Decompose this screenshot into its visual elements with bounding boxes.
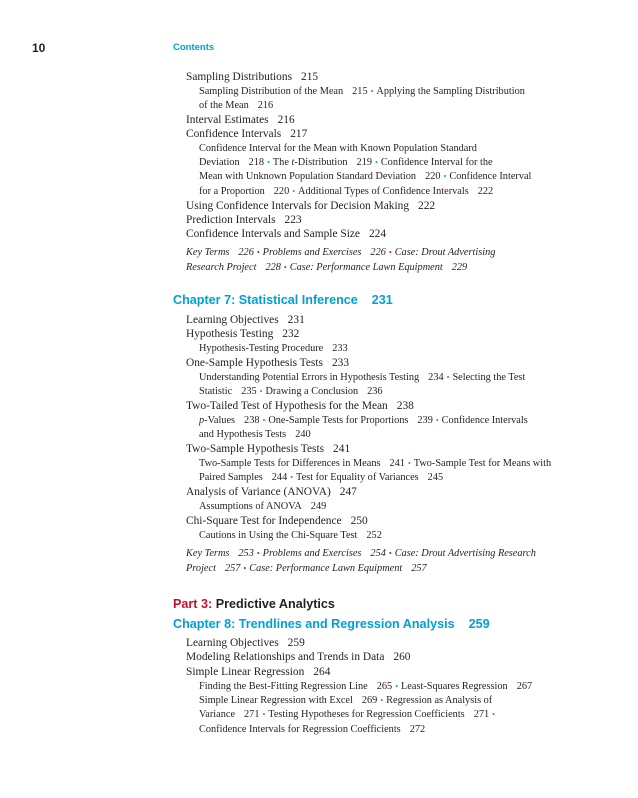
toc-entry[interactable]: Two-Tailed Test of Hypothesis for the Mean 238 [186, 400, 414, 412]
toc-subentry[interactable]: of the Mean 216 [199, 100, 274, 111]
toc-subentry[interactable]: Statistic 235 • Drawing a Conclusion 236 [199, 386, 383, 397]
toc-subentry[interactable]: Cautions in Using the Chi-Square Test 252 [199, 530, 382, 541]
bullet-icon: • [256, 248, 260, 257]
part-3-heading[interactable]: Part 3: Predictive Analytics [173, 597, 335, 611]
bullet-icon: • [435, 416, 439, 425]
bullet-icon: • [375, 158, 378, 167]
toc-subentry[interactable]: Understanding Potential Errors in Hypothesis Testing 234 • Selecting the Test [199, 372, 526, 383]
bullet-icon: • [388, 248, 392, 257]
bullet-icon: • [267, 158, 270, 167]
toc-endmatter[interactable]: Key Terms 226 • Problems and Exercises 226 • Case: Drout Advertising [186, 247, 496, 258]
toc-subentry[interactable]: Paired Samples 244 • Test for Equality of Variances 245 [199, 472, 444, 483]
bullet-icon: • [256, 549, 260, 558]
chapter-7-heading[interactable]: Chapter 7: Statistical Inference 231 [173, 293, 393, 307]
toc-entry[interactable]: Prediction Intervals 223 [186, 214, 302, 226]
toc-entry[interactable]: Two-Sample Hypothesis Tests 241 [186, 443, 351, 455]
bullet-icon: • [380, 696, 384, 705]
toc-entry[interactable]: Simple Linear Regression 264 [186, 666, 331, 678]
toc-entry[interactable]: Using Confidence Intervals for Decision Making 222 [186, 200, 436, 212]
toc-subentry[interactable]: Finding the Best-Fitting Regression Line 265 • Least-Squares Regression 267 [199, 681, 533, 692]
toc-endmatter[interactable]: Key Terms 253 • Problems and Exercises 254 • Case: Drout Advertising Research [186, 548, 536, 559]
toc-endmatter[interactable]: Project 257 • Case: Performance Lawn Equipment 257 [186, 563, 427, 574]
bullet-icon: • [407, 459, 411, 468]
toc-subentry[interactable]: Deviation 218 • The t-Distribution 219 • Confidence Interval for the [199, 157, 493, 168]
running-header: Contents [173, 42, 215, 53]
bullet-icon: • [259, 387, 263, 396]
toc-entry[interactable]: Chi-Square Test for Independence 250 [186, 515, 368, 527]
toc-subentry[interactable]: p-Values 238 • One-Sample Tests for Proportions 239 • Confidence Intervals [199, 415, 528, 426]
bullet-icon: • [395, 682, 399, 691]
toc-subentry[interactable]: Confidence Interval for the Mean with Known Population Standard [199, 143, 477, 154]
toc-entry[interactable]: Hypothesis Testing 232 [186, 328, 300, 340]
toc-subentry[interactable]: Sampling Distribution of the Mean 215 • Applying the Sampling Distribution [199, 86, 525, 97]
toc-subentry[interactable]: and Hypothesis Tests 240 [199, 429, 311, 440]
bullet-icon: • [492, 710, 495, 719]
page-number: 10 [32, 41, 46, 55]
bullet-icon: • [243, 564, 247, 573]
bullet-icon: • [262, 416, 266, 425]
toc-subentry[interactable]: Variance 271 • Testing Hypotheses for Regression Coefficients 271 • [199, 709, 495, 720]
toc-entry[interactable]: Modeling Relationships and Trends in Data 260 [186, 651, 411, 663]
toc-subentry[interactable]: Hypothesis-Testing Procedure 233 [199, 343, 348, 354]
toc-subentry[interactable]: Two-Sample Tests for Differences in Means 241 • Two-Sample Test for Means with [199, 458, 552, 469]
toc-entry[interactable]: Confidence Intervals and Sample Size 224 [186, 228, 387, 240]
chapter-8-heading[interactable]: Chapter 8: Trendlines and Regression Analysis 259 [173, 617, 490, 631]
toc-entry[interactable]: Confidence Intervals 217 [186, 128, 308, 140]
toc-entry[interactable]: Analysis of Variance (ANOVA) 247 [186, 486, 357, 498]
toc-entry[interactable]: Learning Objectives 259 [186, 637, 305, 649]
toc-subentry[interactable]: Confidence Intervals for Regression Coefficients 272 [199, 724, 426, 735]
toc-subentry[interactable]: Simple Linear Regression with Excel 269 • Regression as Analysis of [199, 695, 493, 706]
toc-entry[interactable]: One-Sample Hypothesis Tests 233 [186, 357, 350, 369]
bullet-icon: • [443, 172, 447, 181]
toc-endmatter[interactable]: Research Project 228 • Case: Performance Lawn Equipment 229 [186, 262, 468, 273]
bullet-icon: • [370, 87, 374, 96]
toc-entry[interactable]: Interval Estimates 216 [186, 114, 295, 126]
toc-subentry[interactable]: Mean with Unknown Population Standard Deviation 220 • Confidence Interval [199, 171, 532, 182]
bullet-icon: • [446, 373, 450, 382]
toc-entry[interactable]: Sampling Distributions 215 [186, 71, 319, 83]
bullet-icon: • [388, 549, 392, 558]
toc-subentry[interactable]: Assumptions of ANOVA 249 [199, 501, 327, 512]
bullet-icon: • [290, 473, 294, 482]
toc-subentry[interactable]: for a Proportion 220 • Additional Types of Confidence Intervals 222 [199, 186, 494, 197]
toc-entry[interactable]: Learning Objectives 231 [186, 314, 305, 326]
bullet-icon: • [262, 710, 266, 719]
bullet-icon: • [283, 263, 287, 272]
bullet-icon: • [292, 187, 296, 196]
